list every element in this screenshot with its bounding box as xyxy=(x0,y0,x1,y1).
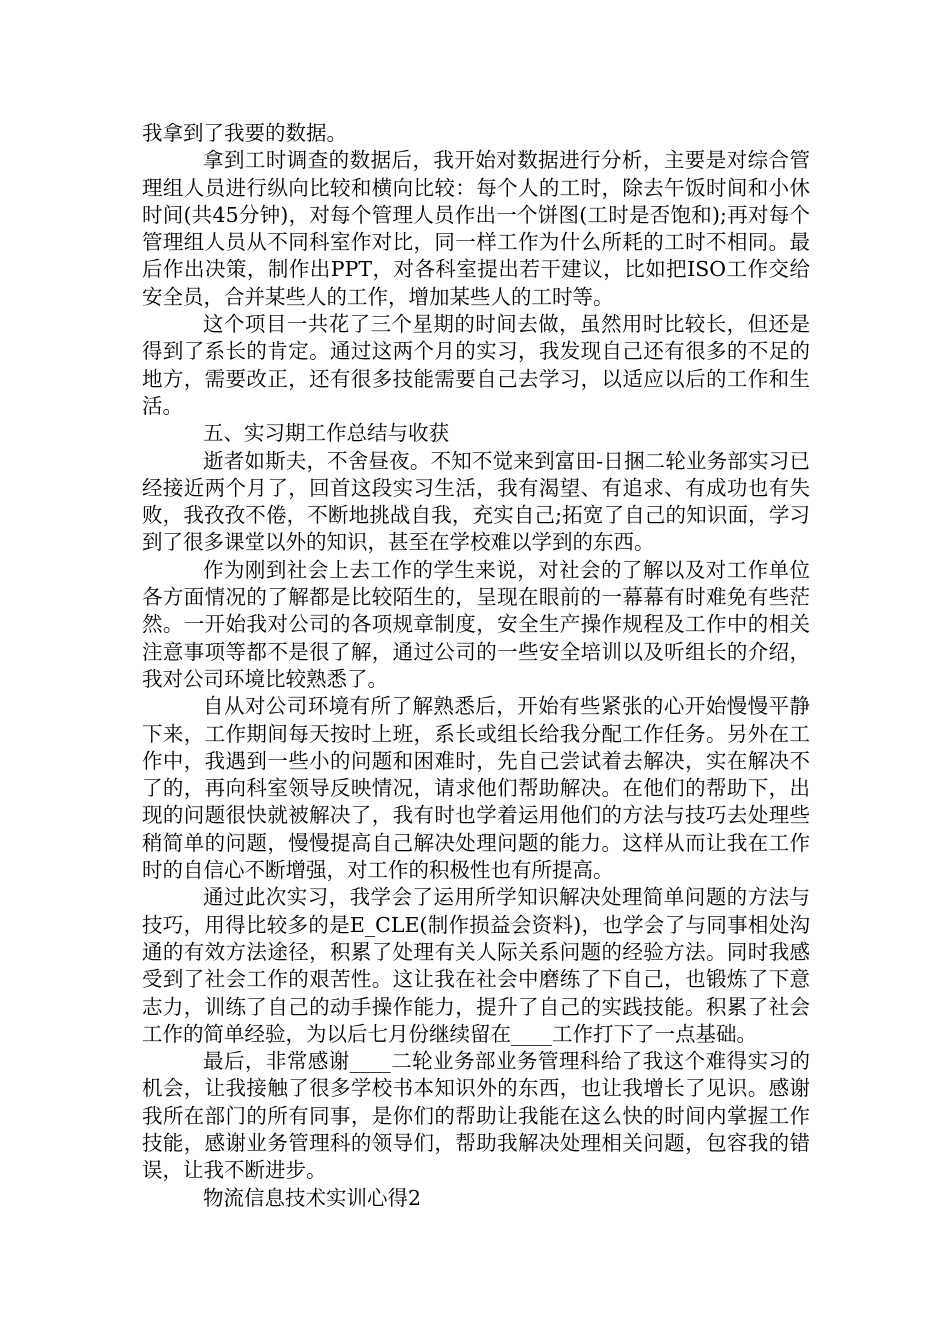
document-body xyxy=(142,120,810,1212)
document-title: 物流信息技术实训心得2 xyxy=(203,1185,422,1210)
paragraph: 这个项目一共花了三个星期的时间去做，虽然用时比较长，但还是得到了系长的肯定。通过这两个月的实习，我发现自己还有很多的不足的地方，需要改正，还有很多技能需要自己去学习，以适应以后的工作和生活。 xyxy=(142,312,810,418)
section-heading: 五、实习期工作总结与收获 xyxy=(203,421,449,446)
paragraph: 作为刚到社会上去工作的学生来说，对社会的了解以及对工作单位各方面情况的了解都是比较陌生的，呈现在眼前的一幕幕有时难免有些茫然。一开始我对公司的各项规章制度，安全生产操作规程及工作中的相关注意事项等都不是很了解，通过公司的一些安全培训以及听组长的介绍，我对公司环境比较熟悉了。 xyxy=(142,557,810,691)
paragraph: 通过此次实习，我学会了运用所学知识解决处理简单问题的方法与技巧，用得比较多的是E_CLE(制作损益会资料)，也学会了与同事相处沟通的有效方法途径，积累了处理有关人际关系问题的经验方法。同时我感受到了社会工作的艰苦性。这让我在社会中磨练了下自己，也锻炼了下意志力，训练了自己的动手操作能力，提升了自己的实践技能。积累了社会工作的简单经验，为以后七月份继续留在____工作打下了一点基础。 xyxy=(142,885,810,1046)
paragraph: 拿到工时调查的数据后，我开始对数据进行分析，主要是对综合管理组人员进行纵向比较和横向比较：每个人的工时，除去午饭时间和小休时间(共45分钟)，对每个管理人员作出一个饼图(工时是否饱和);再对每个管理组人员从不同科室作对比，同一样工作为什么所耗的工时不相同。最后作出决策，制作出PPT，对各科室提出若干建议，比如把ISO工作交给安全员，合并某些人的工作，增加某些人的工时等。 xyxy=(142,148,810,309)
paragraph: 我拿到了我要的数据。 xyxy=(142,121,347,145)
paragraph: 最后，非常感谢____二轮业务部业务管理科给了我这个难得实习的机会，让我接触了很多学校书本知识外的东西，也让我增长了见识。感谢我所在部门的所有同事，是你们的帮助让我能在这么快的时间内掌握工作技能，感谢业务管理科的领导们，帮助我解决处理相关问题，包容我的错误，让我不断进步。 xyxy=(142,1049,810,1183)
paragraph: 自从对公司环境有所了解熟悉后，开始有些紧张的心开始慢慢平静下来，工作期间每天按时上班，系长或组长给我分配工作任务。另外在工作中，我遇到一些小的问题和困难时，先自己尝试着去解决，实在解决不了的，再向科室领导反映情况，请求他们帮助解决。在他们的帮助下，出现的问题很快就被解决了，我有时也学着运用他们的方法与技巧去处理些稍简单的问题，慢慢提高自己解决处理问题的能力。这样从而让我在工作时的自信心不断增强，对工作的积极性也有所提高。 xyxy=(142,694,810,883)
paragraph: 逝者如斯夫，不舍昼夜。不知不觉来到富田-日捆二轮业务部实习已经接近两个月了，回首这段实习生活，我有渴望、有追求、有成功也有失败，我孜孜不倦，不断地挑战自我，充实自己;拓宽了自己的知识面，学习到了很多课堂以外的知识，甚至在学校难以学到的东西。 xyxy=(142,448,810,555)
